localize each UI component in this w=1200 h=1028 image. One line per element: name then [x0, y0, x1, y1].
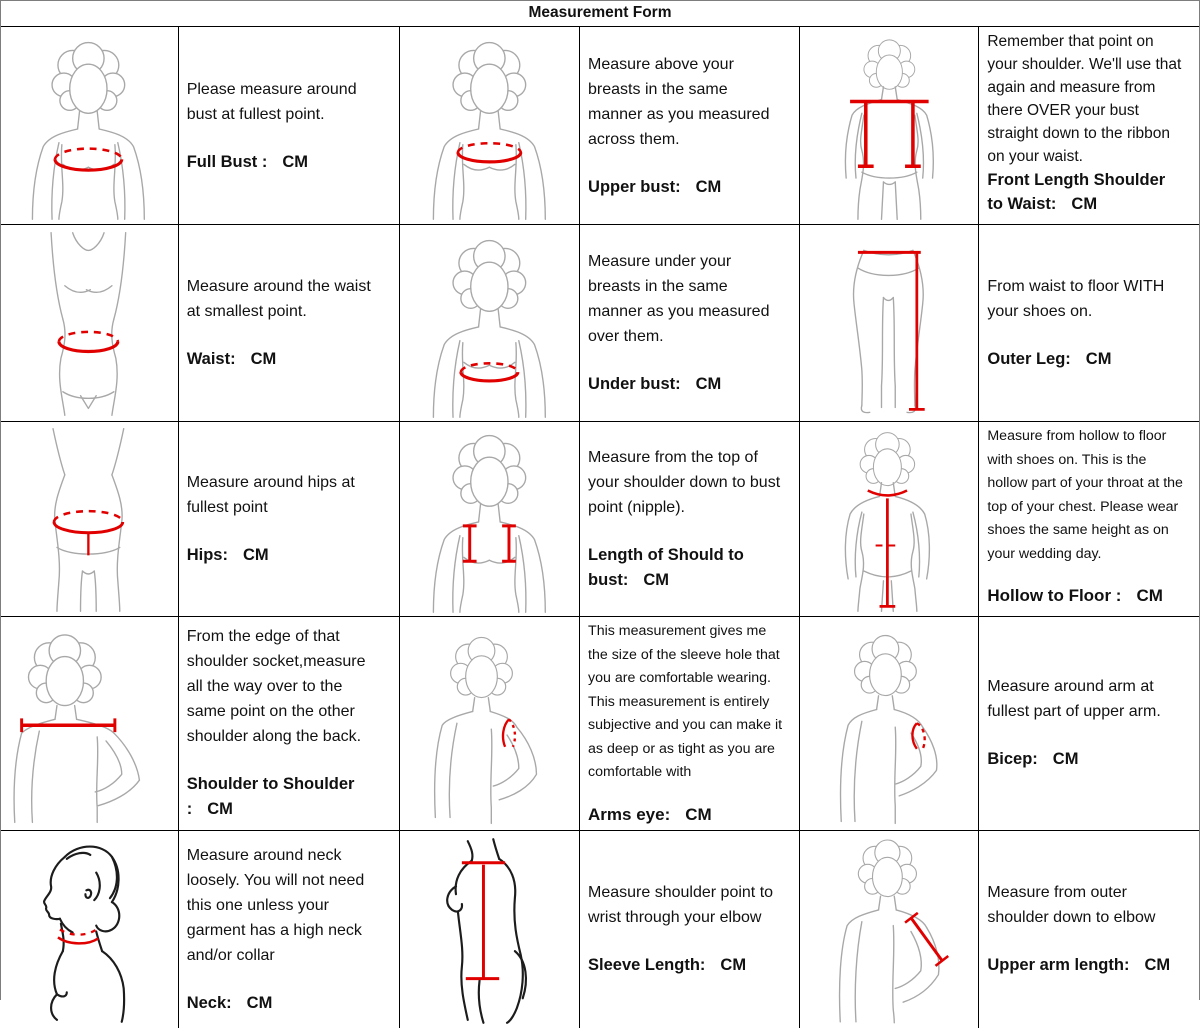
upper-arm-length-figure — [801, 832, 978, 1027]
cell-outer-leg-text — [979, 225, 1199, 422]
cell-arms-eye-figure — [400, 617, 580, 831]
cell-hips-figure — [1, 422, 179, 617]
cell-upper-bust-text — [580, 27, 800, 225]
measurement-label: Arms eye: CM — [588, 804, 712, 824]
instruction-text: This measurement gives me the size of the sleeve hole that you are comfortable wearing. This measurement is entirely subjective and you can make it as deep or as tight as you are comfortable with — [588, 623, 783, 781]
cell-neck-text — [179, 831, 401, 1028]
under-bust-figure — [401, 226, 578, 420]
cell-neck-figure — [1, 831, 179, 1028]
measurement-label: Neck: CM — [186, 993, 273, 1012]
instruction-text: Measure shoulder point to wrist through your elbow — [588, 884, 774, 927]
measurement-label: Waist: CM — [186, 350, 277, 369]
cell-front-shoulder-to-waist-text — [979, 27, 1199, 225]
instruction-text: Measure around arm at fullest part of upper arm. — [987, 678, 1161, 721]
instruction-text: Measure from hollow to floor with shoes on. This is the hollow part of your throat at the top of your chest. Please wear shoes the same height as on your wedding day. — [987, 428, 1183, 562]
measurement-label: Hollow to Floor : CM — [987, 586, 1163, 606]
hollow-to-floor-figure — [801, 423, 978, 615]
full-bust-figure — [2, 28, 177, 223]
instruction-text: From the edge of that shoulder socket,measure all the way over to the same point on the other shoulder along the back. — [186, 628, 366, 746]
instruction-text: Remember that point on your shoulder. We'll use that again and measure from there OVER your bust straight down to the ribbon on your waist. — [987, 33, 1182, 165]
arms-eye-figure — [401, 618, 578, 829]
instruction-text: Measure above your breasts in the same manner as you measured across them. — [588, 55, 770, 148]
front-shoulder-to-waist-figure — [801, 28, 978, 223]
measurement-label: Hips: CM — [186, 546, 269, 565]
cell-shoulder-to-bust-figure — [400, 422, 580, 617]
cell-upper-arm-length-figure — [800, 831, 980, 1028]
measurement-label: Bicep: CM — [987, 750, 1079, 769]
measurement-label: Sleeve Length: CM — [588, 956, 747, 975]
cell-upper-bust-figure — [400, 27, 580, 225]
instruction-text: Measure around the waist at smallest point. — [186, 278, 371, 321]
shoulder-to-bust-figure — [401, 423, 578, 615]
cell-under-bust-figure — [400, 225, 580, 422]
cell-bicep-text — [979, 617, 1199, 831]
instruction-text: Measure under your breasts in the same manner as you measured over them. — [588, 253, 770, 346]
measurement-label: Upper arm length: CM — [987, 956, 1171, 975]
bicep-figure — [801, 618, 978, 829]
hips-figure — [2, 423, 177, 615]
measurement-label: Front Length Shoulder to Waist: CM — [987, 171, 1166, 213]
cell-front-shoulder-to-waist-figure — [800, 27, 980, 225]
cell-hollow-to-floor-text — [979, 422, 1199, 617]
measurement-label: Full Bust : CM — [186, 152, 309, 171]
measurement-label: Length of Should to bust: CM — [588, 546, 744, 590]
cell-hollow-to-floor-figure — [800, 422, 980, 617]
cell-upper-arm-length-text — [979, 831, 1199, 1028]
cell-outer-leg-figure — [800, 225, 980, 422]
cell-hips-text — [179, 422, 401, 617]
measurement-label: Shoulder to Shoulder : CM — [186, 775, 355, 819]
neck-figure — [2, 832, 177, 1027]
cell-waist-figure — [1, 225, 179, 422]
instruction-text: Measure from the top of your shoulder down to bust point (nipple). — [588, 449, 781, 517]
measurement-label: Upper bust: CM — [588, 177, 722, 196]
cell-shoulder-to-bust-text — [580, 422, 800, 617]
instruction-text: Measure from outer shoulder down to elbow — [987, 884, 1156, 927]
sleeve-length-figure — [401, 832, 578, 1027]
outer-leg-figure — [801, 226, 978, 420]
measurement-label: Under bust: CM — [588, 375, 722, 394]
cell-under-bust-text — [580, 225, 800, 422]
instruction-text: From waist to floor WITH your shoes on. — [987, 278, 1165, 321]
instruction-text: Measure around neck loosely. You will not need this one unless your garment has a high neck and/or collar — [186, 846, 365, 964]
page-title: Measurement Form — [1, 1, 1199, 27]
cell-shoulder-to-shoulder-text — [179, 617, 401, 831]
cell-shoulder-to-shoulder-figure — [1, 617, 179, 831]
cell-full-bust-figure — [1, 27, 179, 225]
cell-sleeve-length-figure — [400, 831, 580, 1028]
cell-full-bust-text — [179, 27, 401, 225]
cell-waist-text — [179, 225, 401, 422]
measurement-label: Outer Leg: CM — [987, 350, 1112, 369]
upper-bust-figure — [401, 28, 578, 223]
measurement-grid — [1, 27, 1199, 1028]
cell-bicep-figure — [800, 617, 980, 831]
instruction-text: Please measure around bust at fullest point. — [186, 80, 357, 123]
instruction-text: Measure around hips at fullest point — [186, 474, 355, 517]
shoulder-to-shoulder-figure — [2, 618, 177, 829]
cell-sleeve-length-text — [580, 831, 800, 1028]
waist-figure — [2, 226, 177, 420]
cell-arms-eye-text — [580, 617, 800, 831]
